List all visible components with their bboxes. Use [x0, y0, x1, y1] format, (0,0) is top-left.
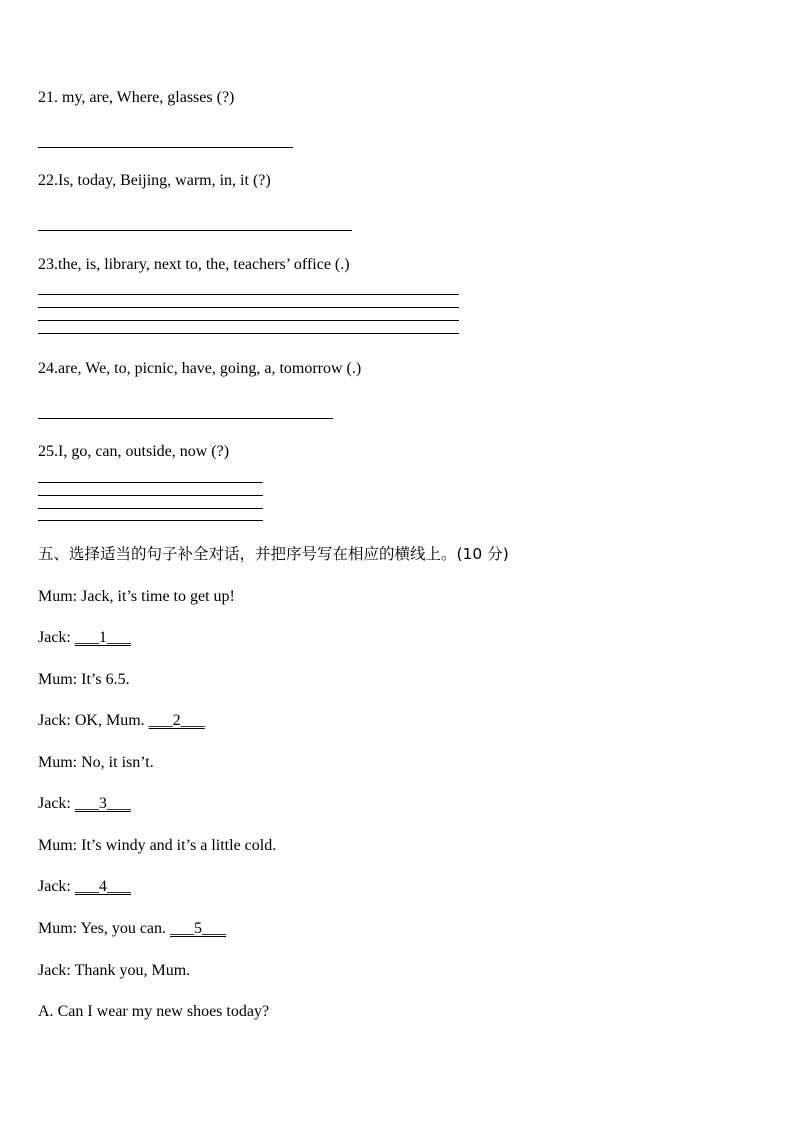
dialogue-line: [38, 919, 226, 939]
option-label: A.: [38, 1003, 54, 1020]
answer-line[interactable]: [38, 294, 459, 295]
answer-line[interactable]: [38, 495, 263, 496]
question-number: 23: [38, 256, 54, 273]
question-number: 24: [38, 360, 54, 377]
speaker: Jack:: [38, 712, 71, 729]
question-text: .Is, today, Beijing, warm, in, it (?): [54, 172, 271, 189]
line-text: Thank you, Mum.: [70, 962, 191, 979]
question-24: [38, 359, 361, 379]
answer-blank-3[interactable]: ___3___: [74, 795, 131, 812]
speaker: Mum:: [38, 671, 78, 688]
answer-blank-5[interactable]: ___5___: [170, 920, 227, 937]
question-text: .are, We, to, picnic, have, going, a, tomorrow (.): [54, 360, 362, 377]
answer-line[interactable]: [38, 508, 263, 509]
speaker: Jack:: [38, 629, 71, 646]
answer-line[interactable]: [38, 230, 352, 231]
line-text: Yes, you can.: [77, 920, 171, 937]
answer-blank-1[interactable]: ___1___: [74, 629, 131, 646]
speaker: Mum:: [38, 837, 78, 854]
answer-line[interactable]: [38, 482, 263, 483]
speaker: Jack:: [38, 878, 71, 895]
line-text: No, it isn’t.: [77, 754, 154, 771]
answer-line[interactable]: [38, 520, 263, 521]
speaker: Mum:: [38, 588, 78, 605]
line-text: OK, Mum.: [70, 712, 149, 729]
answer-blank-4[interactable]: ___4___: [74, 878, 131, 895]
dialogue-line: [38, 628, 131, 648]
answer-line[interactable]: [38, 147, 293, 148]
line-text: It’s windy and it’s a little cold.: [77, 837, 277, 854]
question-21: [38, 88, 234, 108]
dialogue-line: [38, 670, 130, 690]
question-number: 22: [38, 172, 54, 189]
answer-line[interactable]: [38, 333, 459, 334]
dialogue-line: [38, 877, 131, 897]
question-number: 25: [38, 443, 54, 460]
option-a: [38, 1002, 269, 1022]
dialogue-line: [38, 711, 205, 731]
dialogue-line: [38, 836, 276, 856]
section-heading: 五、选择适当的句子补全对话，并把序号写在相应的横线上。(10 分): [38, 545, 509, 563]
question-text: .the, is, library, next to, the, teachers’ office (.): [54, 256, 350, 273]
question-25: [38, 442, 229, 462]
dialogue-line: [38, 794, 131, 814]
option-text: Can I wear my new shoes today?: [53, 1003, 270, 1020]
answer-line[interactable]: [38, 307, 459, 308]
speaker: Jack:: [38, 795, 71, 812]
dialogue-line: [38, 587, 235, 607]
answer-line[interactable]: [38, 418, 333, 419]
question-text: . my, are, Where, glasses (?): [54, 89, 235, 106]
line-text: It’s 6.5.: [77, 671, 130, 688]
answer-blank-2[interactable]: ___2___: [148, 712, 205, 729]
speaker: Mum:: [38, 920, 78, 937]
dialogue-line: [38, 753, 154, 773]
question-number: 21: [38, 89, 54, 106]
question-22: [38, 171, 271, 191]
line-text: Jack, it’s time to get up!: [77, 588, 235, 605]
answer-line[interactable]: [38, 320, 459, 321]
dialogue-line: [38, 961, 190, 981]
speaker: Jack:: [38, 962, 71, 979]
speaker: Mum:: [38, 754, 78, 771]
question-23: [38, 255, 350, 275]
question-text: .I, go, can, outside, now (?): [54, 443, 230, 460]
